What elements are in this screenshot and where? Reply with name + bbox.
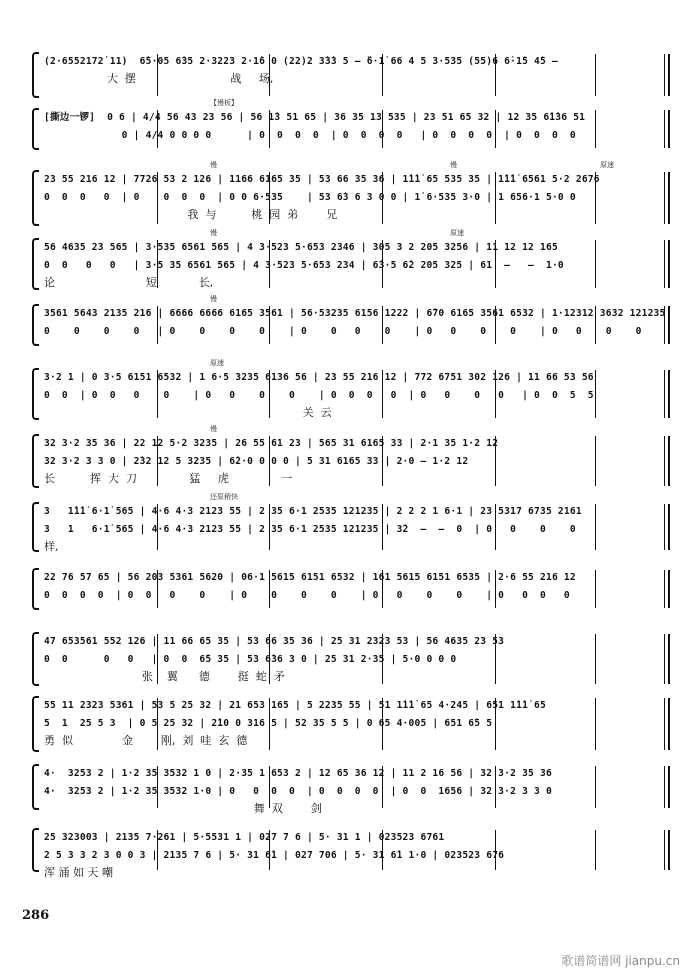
notation-system [30,425,670,488]
notation-system [30,764,670,815]
notation-system [30,359,670,420]
lyrics-line: 我 与 桃 园 弟 兄 [44,208,338,221]
tempo-marking: 慢 [210,161,217,169]
vocal-part-line: (2·6552172˙11) 6̇5·05 6̇35 2·3223 2·1̇6 0 (22)2 3̇3̇3 5 — ̆6·1̇ 66 4 5 3·535 (55)6 6̇·1̇5 4̇5 — [44,56,558,67]
vocal-part-line: 3·2 1 | 0 3·5 6151 6532 | 1 6·5 3235 6136 56 | 23 55 216 12 | 772 6751 302 126 | 11 66 53 56 [44,372,594,383]
tempo-marking: 原速 [210,359,224,367]
lyrics-line: 浑 涌 如 天 嘲 [44,866,113,879]
system-bracket [32,108,39,150]
lyrics-line: 勇 似 金 刚, 刘 哇 玄 德 [44,734,248,747]
vocal-part-line: 32 3·2 35 36 | 22 12 5·2 3235 | 26 55 61 23 | 565 31 6165 33 | 2·1 35 1·2 12 [44,438,499,449]
system-bracket [32,696,39,752]
system-bracket [32,170,39,226]
vocal-part-line: 25 323003 | 2135 7·261 | 5·5531 1 | 027 7 6 | 5· 31 1 | 023523 6761 [44,832,445,843]
notation-system [30,568,670,610]
system-bracket [32,52,39,98]
lyrics-line: 关 云 [44,406,332,419]
accompaniment-part-line: 0 0 0 0 | 0 0 6̇5 35 | 53 6̇36 3 0 | 25 31 2·35 | 5·0 0 0 0 [44,654,457,665]
notation-system [30,493,670,553]
lyrics-line: 大 摆 战 场, [44,72,274,85]
notation-system [30,828,670,879]
vocal-part-line: 4· 3253 2 | 1·2 35 3532 1 0 | 2·35 1 653 2 | 12 65 36 12 | 11 2 16 56 | 32 3·2 35 36 [44,768,552,779]
tempo-marking: 原速 [450,229,464,237]
vocal-part-line: 3 1̇1̇1̇ 6·1̇ 565 | 4·6 4·3 2123 55 | 2 35 6·1 2535 121235 | 2 2 2 1 6·1 | 23 5317 6735 2161 [44,506,582,517]
accompaniment-part-line: 2 5 3 3 2 3 0 0 3 | 2135 7 6 | 5· 31 6̇1 | 027 706 | 5· 31 6̇1 1·0 | 023523 676 [44,850,505,861]
tempo-marking: 【慢板】 [210,99,238,107]
notation-system [30,295,670,346]
lyrics-line: 长 挥 大 刀 猛 虎 一 [44,472,293,485]
accompaniment-part-line: 0 | 4/4 0 0 0 0 | 0 0 0 0 | 0 0 0 0 | 0 0 0 0 | 0 0 0 0 [44,130,576,141]
tempo-marking: 还原稍快 [210,493,238,501]
accompaniment-part-line: 0 0 0 0 | 0 0 0 0 | 0 0 0 0 | 0 0 0 0 | 0 0 0 0 [44,590,570,601]
notation-system [30,696,670,752]
notation-system [30,52,670,98]
system-bracket [32,434,39,488]
lyrics-line: 舞 双 剑 [44,802,322,815]
vocal-part-line: 3561 5643 2135 216 | 6666 6666 6165 3561 | 56·53235 6156 1222 | 6̇70 6165 3561 6532 | 1·12312 3632 121235 [44,308,666,319]
accompaniment-part-line: 0 0 0 0 | 0 0 0 0 | 0 0 0 0 | 0 0 0 0 | 0 0 0 0 [44,326,642,337]
vocal-part-line: 23 55 216 12 | 7726 53 2 126 | 1166 6165 35 | 53 66 35 36 | 1̇1̇1̇ 65 535 35 | 1̇1̇1̇ 6561 5·2 2676 [44,174,600,185]
tempo-marking: 慢 [210,425,217,433]
accompaniment-part-line: 0 0 0 0 | 0 0 0 0 | 0 0 6·535 | 53 6̇3 6 3 0 0 | 1̇ 6·535 3·0 | 1 656·1 5·0 0 [44,192,576,203]
accompaniment-part-line: 5 1 25 5 3 | 0 5 25 32 | 2̇10 0 316 5 | 52 35 5 5 | 0 65 4·005 | 651 6̇5 5 [44,718,493,729]
vocal-part-line: [撕边一锣] 0 6 | 4/4 56 43 23 56 | 56 1̇3 51 65 | 36 35 13 535 | 23 51 65 32 | 12 35 6̇1̇36 51 [44,112,586,123]
vocal-part-line: 56 4635 23 565 | 3·535 6561 565 | 4 3·523 5·653 2346 | 305 3 2 205 3256 | 11 12 12 165 [44,242,558,253]
system-bracket [32,764,39,810]
accompaniment-part-line: 0 0 | 0 0 0 0 | 0 0 0 0 | 0 0 0 0 | 0 0 0 0 | 0 0 5 5 [44,390,594,401]
vocal-part-line: 55 11 2323 5361 | 53 5 25 32 | 21 653 165 | 5 2235 55 | 51 1̇1̇1̇ 65 4·245 | 651 1̇1̇1̇ 65 [44,700,546,711]
system-bracket [32,828,39,872]
page-number: 286 [22,908,50,923]
notation-system [30,229,670,290]
tempo-marking: 慢 [210,295,217,303]
system-bracket [32,632,39,686]
site-watermark: 歌谱简谱网 jianpu.cn [561,954,680,968]
accompaniment-part-line: 0 0 0 0 | 3·5 35 6561 565 | 4 3·523 5·653 234 | 6̇3·5 6̇2 205 325 | 61 — — 1·0 [44,260,564,271]
lyrics-line: 论 短 长, [44,276,214,289]
system-bracket [32,304,39,346]
system-bracket [32,238,39,290]
accompaniment-part-line: 4· 3253 2 | 1·2 35 3532 1·0 | 0 0 0 0 | 0 0 0 0 | 0 0 1656 | 32 3·2 3 3 0 [44,786,552,797]
accompaniment-part-line: 32 3·2 3 3 0 | 2̇32 12 5 3235 | 6̇2·0 0 0 0 | 5 31 6165 33 | 2·0 — 1·2 12 [44,456,469,467]
notation-system [30,99,670,150]
tempo-marking: 慢 [210,229,217,237]
lyrics-line: 张 翼 德 挺 蛇 矛 [44,670,285,683]
notation-system [30,161,670,226]
system-bracket [32,368,39,420]
lyrics-line: 样, [44,540,59,553]
tempo-marking: 慢 [450,161,457,169]
vocal-part-line: 22 76 57 65 | 56 203 5361 5620 | 06·1 5615 6151 6532 | 161 5615 6151 6535 | 2·6 55 216 12 [44,572,576,583]
vocal-part-line: 47 653561 552 126 | 11 66 65 35 | 53 66 35 36 | 25 31 2323 53 | 56 4635 23 53 [44,636,505,647]
notation-system [30,632,670,686]
system-bracket [32,568,39,610]
accompaniment-part-line: 3 1 6·1̇ 565 | 4·6 4·3 2123 55 | 2 35 6·1 2535 121235 | 3̇2 — — 0 | 0 0 0 0 [44,524,576,535]
tempo-marking: 原速 [600,161,614,169]
system-bracket [32,502,39,552]
